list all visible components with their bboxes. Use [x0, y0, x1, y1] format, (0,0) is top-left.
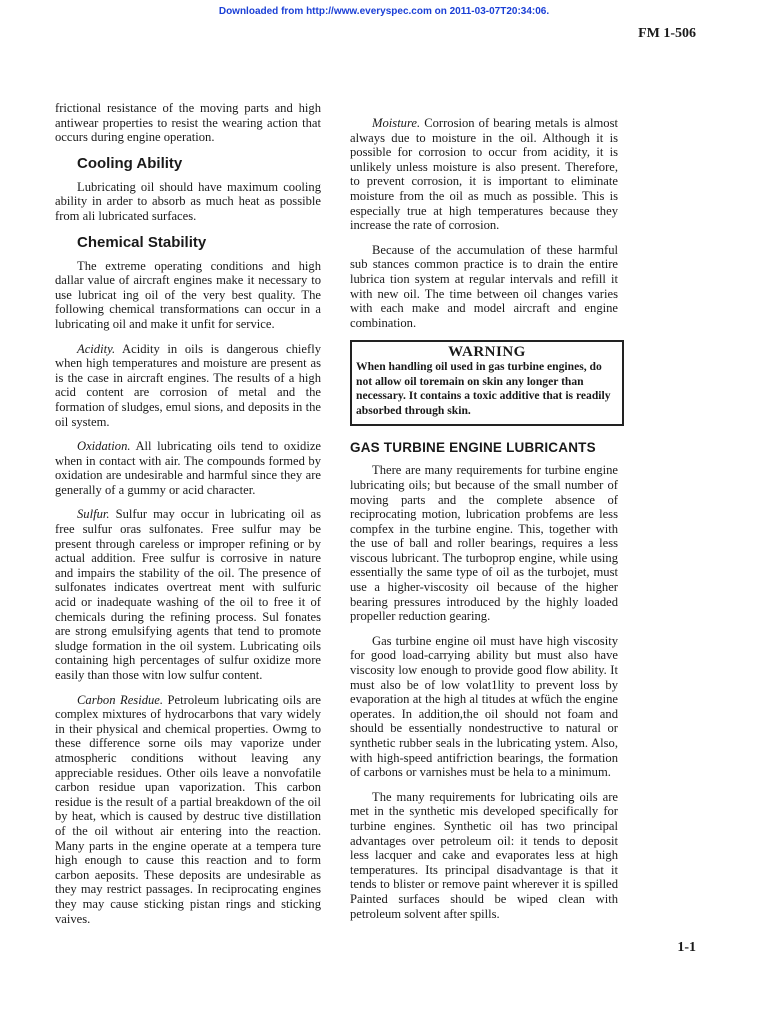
moisture-lead: Moisture.	[372, 116, 421, 130]
warning-title: WARNING	[448, 344, 526, 361]
accumulation-paragraph: Because of the accumulation of these harmful sub stances common practice is to drain the entire lubrica tion system at regular intervals and refill it with new oil. The time between oil changes varies with each make and model aircraft and engine combination.	[350, 242, 618, 330]
right-column	[350, 116, 618, 931]
field-manual-number: FM 1-506	[638, 26, 696, 41]
cooling-ability-heading: Cooling Ability	[77, 154, 183, 172]
chemical-stability-heading: Chemical Stability	[77, 233, 207, 251]
warning-text: When handling oil used in gas turbine engines, do not allow oil toremain on skin any longer than necessary. It contains a toxic additive that is readily absorbed through skin.	[356, 360, 611, 417]
warning-box	[350, 340, 624, 426]
left-column	[55, 101, 321, 936]
chemical-stability-paragraph: The extreme operating conditions and high dallar value of aircraft engines make it necessary to use lubricat ing oil of the very best quality. The following chemical transformations can occur in a lubricating oil and make it unfit for service.	[55, 258, 321, 331]
acidity-paragraph	[55, 342, 321, 430]
oxidation-text: All lubricating oils tend to oxidize when in contact with air. The compounds formed by oxidation are undesirable and harmful since they are generally of a gummy or acid character.	[55, 439, 321, 497]
sulfur-text: Sulfur may occur in lubricating oil as free sulfur oras sulfonates. Free sulfur may be present through careless or improper refining or by actual addition. Free sulfur is corrosive in nature and impairs the stability of the oil. The presence of sulfonates indicates overtreat ment with sulfuric acid or inadequate washing of the oil to free it of chemicals during the refining process. Sul fonates are strong emulsifying agents that tend to promote sludge formation in the oil system. Lubricating oils containing high percentages of sulfur oxidize more easily than those witn low sulfur content.	[55, 507, 321, 682]
turbine-paragraph-2: Gas turbine engine oil must have high viscosity for good load-carrying ability but must also have viscosity low enough to provide good flow ability. It must also be of low volat1lity to prevent loss by evaporation at the high al titudes at wfüch the engine operates. In addition,the oil should not foam and should be essentially nondestructive to natural or synthetic rubber seals in the lubricating ystem. Also, with high-speed antifriction bearings, the formation of carbons or varnishes must be hela to a minimum.	[350, 633, 618, 780]
carbon-residue-text: Petroleum lubricating oils are complex mixtures of hydrocarbons that vary widely in their physical and chemical properties. Owmg to these difference sorne oils may vaporize under atmospheric conditions without leaving any appreciable residues. Other oils leave a nonvofatile carbon residue upan vaporization. This carbon residue is the result of a partial breakdown of the oil by heat, which is caused by destruc tive distillation of the oil without air entering into the reaction. Many parts in the engine operate at a tempera ture high enough to cause this reaction and to form carbon aeposits. These deposits are undesirable as they may restrict passages. In reciprocating engines they may cause sticking pistan rings and sticking vaives.	[55, 692, 322, 926]
carbon-residue-lead: Carbon Residue.	[77, 692, 164, 707]
moisture-text: Corrosion of bearing metals is almost always due to moisture in the oil. Although it is possible for corrosion to occur from acidity, it is unlikely unless moisture is also present. Therefore, to prevent corrosion, it is important to eliminate moisture from the oil as much as possible. This is especially true at high temperatures because they increase the rate of corrosion.	[350, 116, 618, 233]
download-banner: Downloaded from http://www.everyspec.com on 2011-03-07T20:34:06.	[218, 6, 550, 17]
cooling-ability-paragraph: Lubricating oil should have maximum cooling ability in arder to absorb as much heat as possible from ali lubricated surfaces.	[55, 179, 321, 223]
intro-paragraph: frictional resistance of the moving parts and high antiwear properties to resist the wearing action that occurs during engine operation.	[55, 101, 321, 145]
gas-turbine-lubricants-heading: GAS TURBINE ENGINE LUBRICANTS	[350, 440, 596, 456]
acidity-text: Acidity in oils is dangerous chiefly when high temperatures and moisture are present as is the case in aircraft engines. The results of a high acid content are corrosion of metal and the formation of sludges, emul sions, and deposits in the oil system.	[55, 341, 321, 429]
sulfur-paragraph	[55, 507, 321, 682]
moisture-paragraph	[350, 116, 618, 233]
oxidation-lead: Oxidation.	[77, 439, 131, 454]
turbine-paragraph-1: There are many requirements for turbine engine lubricating oils; but because of the small number of moving parts and the complete absence of reciprocating motion, lubrication probfems are less compfex in the turbine engine. This, together with the use of ball and roller bearings, requires a less viscous lubricant. The turboprop engine, while using essentially the same type of oil as the turbojet, must use a higher-viscosity oil because of the higher bearing pressures introduced by the highly loaded propeller reduction gearing.	[350, 463, 618, 624]
acidity-lead: Acidity.	[77, 341, 116, 356]
oxidation-paragraph	[55, 439, 321, 497]
page-number: 1-1	[677, 940, 696, 955]
sulfur-lead: Sulfur.	[77, 507, 110, 522]
turbine-paragraph-3: The many requirements for lubricating oils are met in the synthetic mis developed specifically for turbine engines. Synthetic oil has two principal advantages over petroleum oil: it tends to deposit less lacquer and cake and evaporates less at high temperatures. Its principal disadvantage is that it tends to blister or remove paint wherever it is spilled Painted surfaces should be wiped clean with petroleum solvent after spills.	[350, 789, 618, 921]
carbon-residue-paragraph	[55, 693, 321, 927]
